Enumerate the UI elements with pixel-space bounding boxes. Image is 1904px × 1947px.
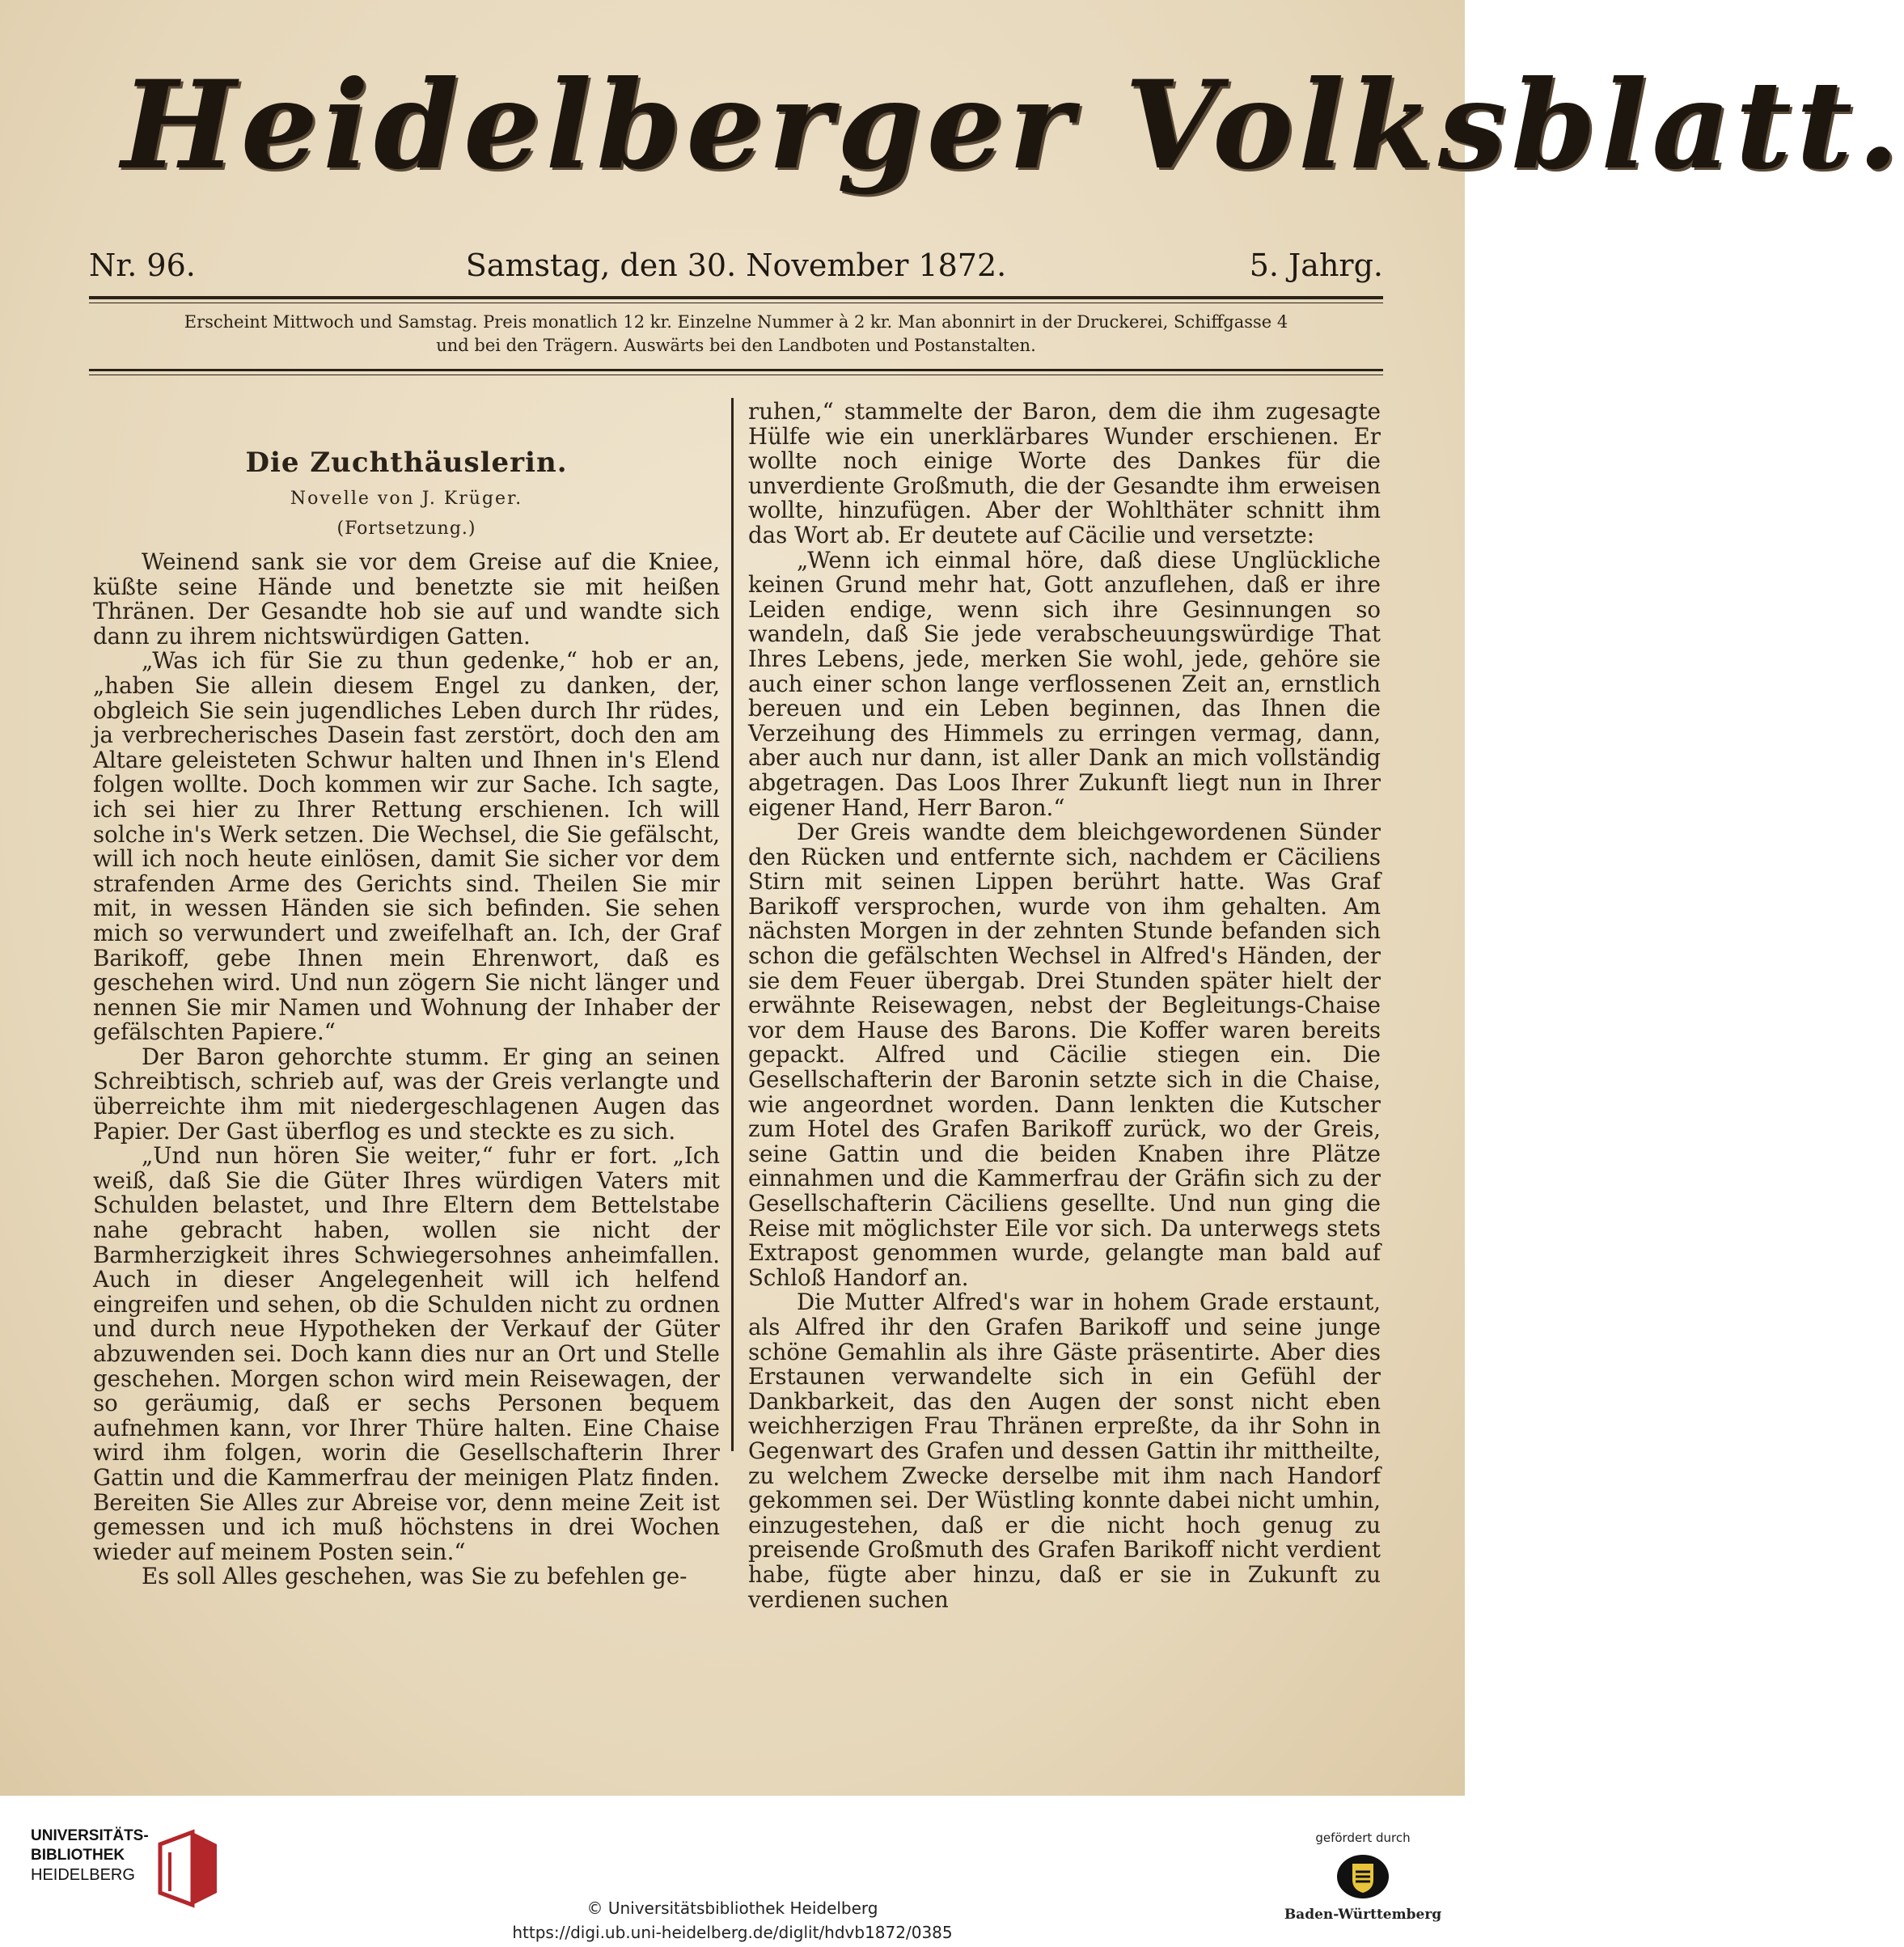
column-divider <box>731 398 734 1451</box>
issue-year: 5. Jahrg. <box>1249 248 1383 283</box>
source-url-link[interactable]: https://digi.ub.uni-heidelberg.de/diglit/hdvb1872/0385 <box>512 1923 953 1942</box>
subscription-line-1: Erscheint Mittwoch und Samstag. Preis monatlich 12 kr. Einzelne Nummer à 2 kr. Man abonnirt in der Druckerei, Schiffgasse 4 <box>184 312 1288 332</box>
library-logo-text <box>31 1826 150 1885</box>
subscription-info <box>89 311 1383 367</box>
issue-date: Samstag, den 30. November 1872. <box>465 248 1007 283</box>
paragraph: „Und nun hören Sie weiter,“ fuhr er fort. „Ich weiß, daß Sie die Güter Ihres würdigen Vaters mit Schulden belastet, und Ihre Eltern dem Bettelstabe nahe gebracht haben, wollen sie nicht der Barmherzigkeit ihres Schwiegersohnes anheimfallen. Auch in dieser Angelegenheit will ich helfend eingreifen und sehen, ob die Schulden nicht zu ordnen und durch neue Hypotheken der Verkauf der Güter abzuwenden sei. Doch kann dies nur an Ort und Stelle geschehen. Morgen schon wird mein Reisewagen, der so geräumig, daß er sechs Personen bequem aufnehmen kann, vor Ihrer Thüre halten. Eine Chaise wird ihm folgen, worin die Gesellschafterin Ihrer Gattin und die Kammerfrau der meinigen Platz finden. Bereiten Sie Alles zur Abreise vor, denn meine Zeit ist gemessen und ich muß höchstens in drei Wochen wieder auf meinem Posten sein.“ <box>93 1142 720 1565</box>
paragraph: Die Mutter Alfred's war in hohem Grade erstaunt, als Alfred ihr den Grafen Barikoff und seine junge schöne Gemahlin als ihre Gäste präsentirte. Aber dies Erstaunen verwandelte sich in ein Gefühl der Dankbarkeit, das den Augen der sonst nicht eben weichherzigen Frau Thränen erpreßte, da ihr Sohn in Gegenwart des Grafen und dessen Gattin ihr mittheilte, zu welchem Zwecke derselbe mit ihm nach Handorf gekommen sei. Der Wüstling konnte dabei nicht umhin, einzugestehen, daß er die nicht hoch genug zu preisende Großmuth des Grafen Barikoff nicht verdient habe, fügte aber hinzu, daß er sie in Zukunft zu verdienen suchen <box>748 1289 1381 1613</box>
dateline <box>89 241 1383 290</box>
article-column-right <box>748 400 1381 1738</box>
header-rule-bottom <box>89 369 1383 371</box>
article-byline: Novelle von J. Krüger. <box>290 489 523 509</box>
funding-label: gefördert durch <box>1315 1831 1411 1845</box>
paragraph: „Wenn ich einmal höre, daß diese Unglückliche keinen Grund mehr hat, Gott anzuflehen, daß er ihre Leiden endige, wenn sich ihre Gesinnungen so wandeln, daß Sie jede verabscheuungswürdige That Ihres Lebens, jede, merken Sie wohl, jede, gehöre sie auch einer schon lange verflossenen Zeit an, ernstlich bereuen und ein Leben beginnen, das Ihnen die Verzeihung des Himmels zu erringen vermag, dann, aber auch nur dann, ist aller Dank an mich vollständig abgetragen. Das Loos Ihrer Zukunft liegt nun in Ihrer eigener Hand, Herr Baron.“ <box>748 546 1381 821</box>
funding-notice <box>1282 1830 1444 1924</box>
paragraph: Der Greis wandte dem bleichgewordenen Sünder den Rücken und entfernte sich, nachdem er Cäciliens Stirn mit seinen Lippen berührt hatte. Was Graf Barikoff versprochen, wurde von ihm gehalten. Am nächsten Morgen in der zehnten Stunde befanden sich schon die gefälschten Wechsel in Alfred's Händen, der sie dem Feuer übergab. Drei Stunden später hielt der erwähnte Reisewagen, nebst der Begleitungs-Chaise vor dem Hause des Barons. Die Koffer waren bereits gepackt. Alfred und Cäcilie stiegen ein. Die Gesellschafterin der Baronin setzte sich in die Chaise, wie angeordnet worden. Dann lenkten die Kutscher zum Hotel des Grafen Barikoff zurück, wo der Greis, seine Gattin und die beiden Knaben ihre Plätze einnahmen und die Kammerfrau der Gräfin sich zu der Gesellschafterin Cäciliens gesellte. Und nun ging die Reise mit möglichster Eile vor sich. Da unterwegs stets Extrapost genommen wurde, gelangte man bald auf Schloß Handorf an. <box>748 819 1381 1291</box>
article-continuation: (Fortsetzung.) <box>336 518 476 539</box>
masthead-title: Heidelberger Volksblatt. <box>121 54 1904 197</box>
paragraph: Der Baron gehorchte stumm. Er ging an seinen Schreibtisch, schrieb auf, was der Greis verlangte und überreichte ihm mit niedergeschlagenen Augen das Papier. Der Gast überflog es und steckte es zu sich. <box>93 1043 720 1145</box>
subscription-line-2: und bei den Trägern. Auswärts bei den Landboten und Postanstalten. <box>436 336 1036 355</box>
funding-state: Baden-Württemberg <box>1284 1907 1442 1923</box>
paragraph: Weinend sank sie vor dem Greise auf die Kniee, küßte seine Hände und benetzte sie mit heißen Thränen. Der Gesandte hob sie auf und wandte sich dann zu ihrem nichtswürdigen Gatten. <box>93 548 720 650</box>
article-title: Die Zuchthäuslerin. <box>245 447 568 479</box>
paragraph: Es soll Alles geschehen, was Sie zu befehlen ge- <box>142 1563 688 1590</box>
copyright-text: © Universitätsbibliothek Heidelberg <box>586 1898 878 1918</box>
state-coat-of-arms-icon <box>1335 1852 1391 1901</box>
paragraph: ruhen,“ stammelte der Baron, dem die ihm zugesagte Hülfe wie ein unerklärbares Wunder erschienen. Er wollte noch einige Worte des Dankes für die unverdiente Großmuth, die der Gesandte ihm erweisen wollte, hinzufügen. Aber der Wohlthäter schnitt ihm das Wort ab. Er deutete auf Cäcilie und versetzte: <box>748 398 1381 548</box>
header-rule-top <box>89 296 1383 299</box>
issue-number: Nr. 96. <box>89 248 196 283</box>
logo-line-2: BIBLIOTHEK <box>31 1847 125 1864</box>
logo-line-3: HEIDELBERG <box>31 1866 135 1884</box>
logo-line-1: UNIVERSITÄTS- <box>31 1827 149 1844</box>
footer-copyright <box>0 1896 1465 1945</box>
paragraph: „Was ich für Sie zu thun gedenke,“ hob er an, „haben Sie allein diesem Engel zu danken, der, obgleich Sie sein jugendliches Leben durch Ihr rüdes, ja verbrecherisches Dasein fast zerstört, doch den am Altare geleisteten Schwur halten und Ihnen in's Elend folgen wollte. Doch kommen wir zur Sache. Ich sagte, ich sei hier zu Ihrer Rettung erschienen. Ich will solche in's Werk setzen. Die Wechsel, die Sie gefälscht, will ich noch heute einlösen, damit Sie sicher vor dem strafenden Arme des Gerichts sind. Theilen Sie mir mit, in wessen Händen sie sich befinden. Sie sehen mich so verwundert und zweifelhaft an. Ich, der Graf Barikoff, gebe Ihnen mein Ehrenwort, daß es geschehen wird. Und nun zögern Sie nicht länger und nennen Sie mir Namen und Wohnung der Inhaber der gefälschten Papiere.“ <box>93 647 720 1046</box>
article-column-left <box>93 437 720 1731</box>
